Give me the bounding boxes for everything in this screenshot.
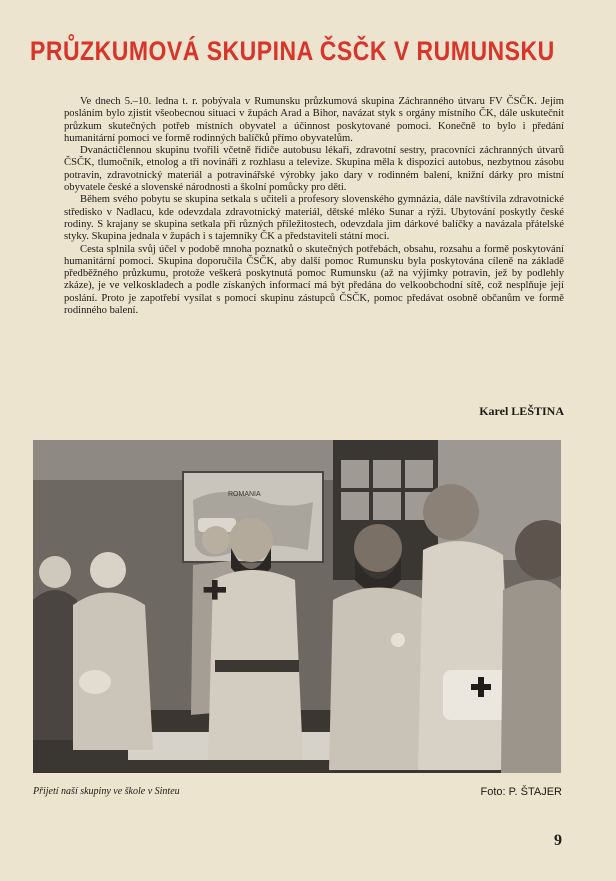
page-number: 9	[554, 832, 562, 849]
wall-map-label: ROMANIA	[228, 491, 261, 498]
article-headline: PRŮZKUMOVÁ SKUPINA ČSČK V RUMUNSKU	[30, 36, 555, 66]
article-paragraph: Ve dnech 5.–10. ledna t. r. pobývala v Rumunsku průzkumová skupina Záchranného útvaru FV ČSČK. Jejím posláním bylo zjistit všeobecnou situaci v župách Arad a Bihor, navázat styk s orgány místního ČK, dále uskutečnit průzkum skutečných potřeb místních obyvatel a účinnost poskytované pomoci. Konečně to bylo i předání humanitární pomoci ve formě rodinných balíčků přímo obyvatelům.	[64, 96, 564, 144]
photo-caption: Přijetí naší skupiny ve škole v Sinteu	[33, 786, 180, 797]
photo-illustration	[33, 440, 561, 773]
article-photo	[33, 440, 561, 773]
article-paragraph: Cesta splnila svůj účel v podobě mnoha poznatků o skutečných potřebách, obsahu, rozsahu a formě poskytování humanitární pomoci. Skupina doporučila ČSČK, aby další pomoc Rumunsku byla poskytována cíleně na základě předběžného průzkumu, protože veškerá poskytnutá pomoc Rumunsku (až na výjimky potravin, jež by podlehly zkáze), je ve velkoskladech a podle získaných informací má být předána do velkoobchodní sítě, což nesplňuje její poslání. Proto je zapotřebí vysílat s pomocí skupinu zástupců ČSČK, pomoc předávat osobně občanům ve formě rodinného balení.	[64, 243, 564, 317]
article-body	[64, 96, 564, 317]
photo-credit: Foto: P. ŠTAJER	[480, 786, 562, 798]
article-paragraph: Během svého pobytu se skupina setkala s učiteli a profesory slovenského gymnázia, dále navštívila zdravotnické středisko v Nadlacu, kde odevzdala zdravotnický materiál, dětské mléko Sunar a rýži. Ubytování poskytly české rodiny. S krajany se skupina setkala při různých příležitostech, odevzdala jim dárkové balíčky a navázala přátelské styky. Skupina jednala v župách i s tajemníky ČK a představiteli státní moci.	[64, 194, 564, 243]
author-byline: Karel LEŠTINA	[479, 404, 564, 418]
article-paragraph: Dvanáctičlennou skupinu tvořili včetně řidiče autobusu lékaři, zdravotní sestry, pracovníci záchranných útvarů ČSČK, tlumočník, etnolog a tři novináři z rozhlasu a televize. Skupina měla k dispozici autobus, nezbytnou zásobu potravin, zdravotnický materiál a potravinářské výrobky jako dary v rodinném balení, knižní dárky pro místní obyvatele české a slovenské národnosti a školní pomůcky pro děti.	[64, 145, 564, 194]
